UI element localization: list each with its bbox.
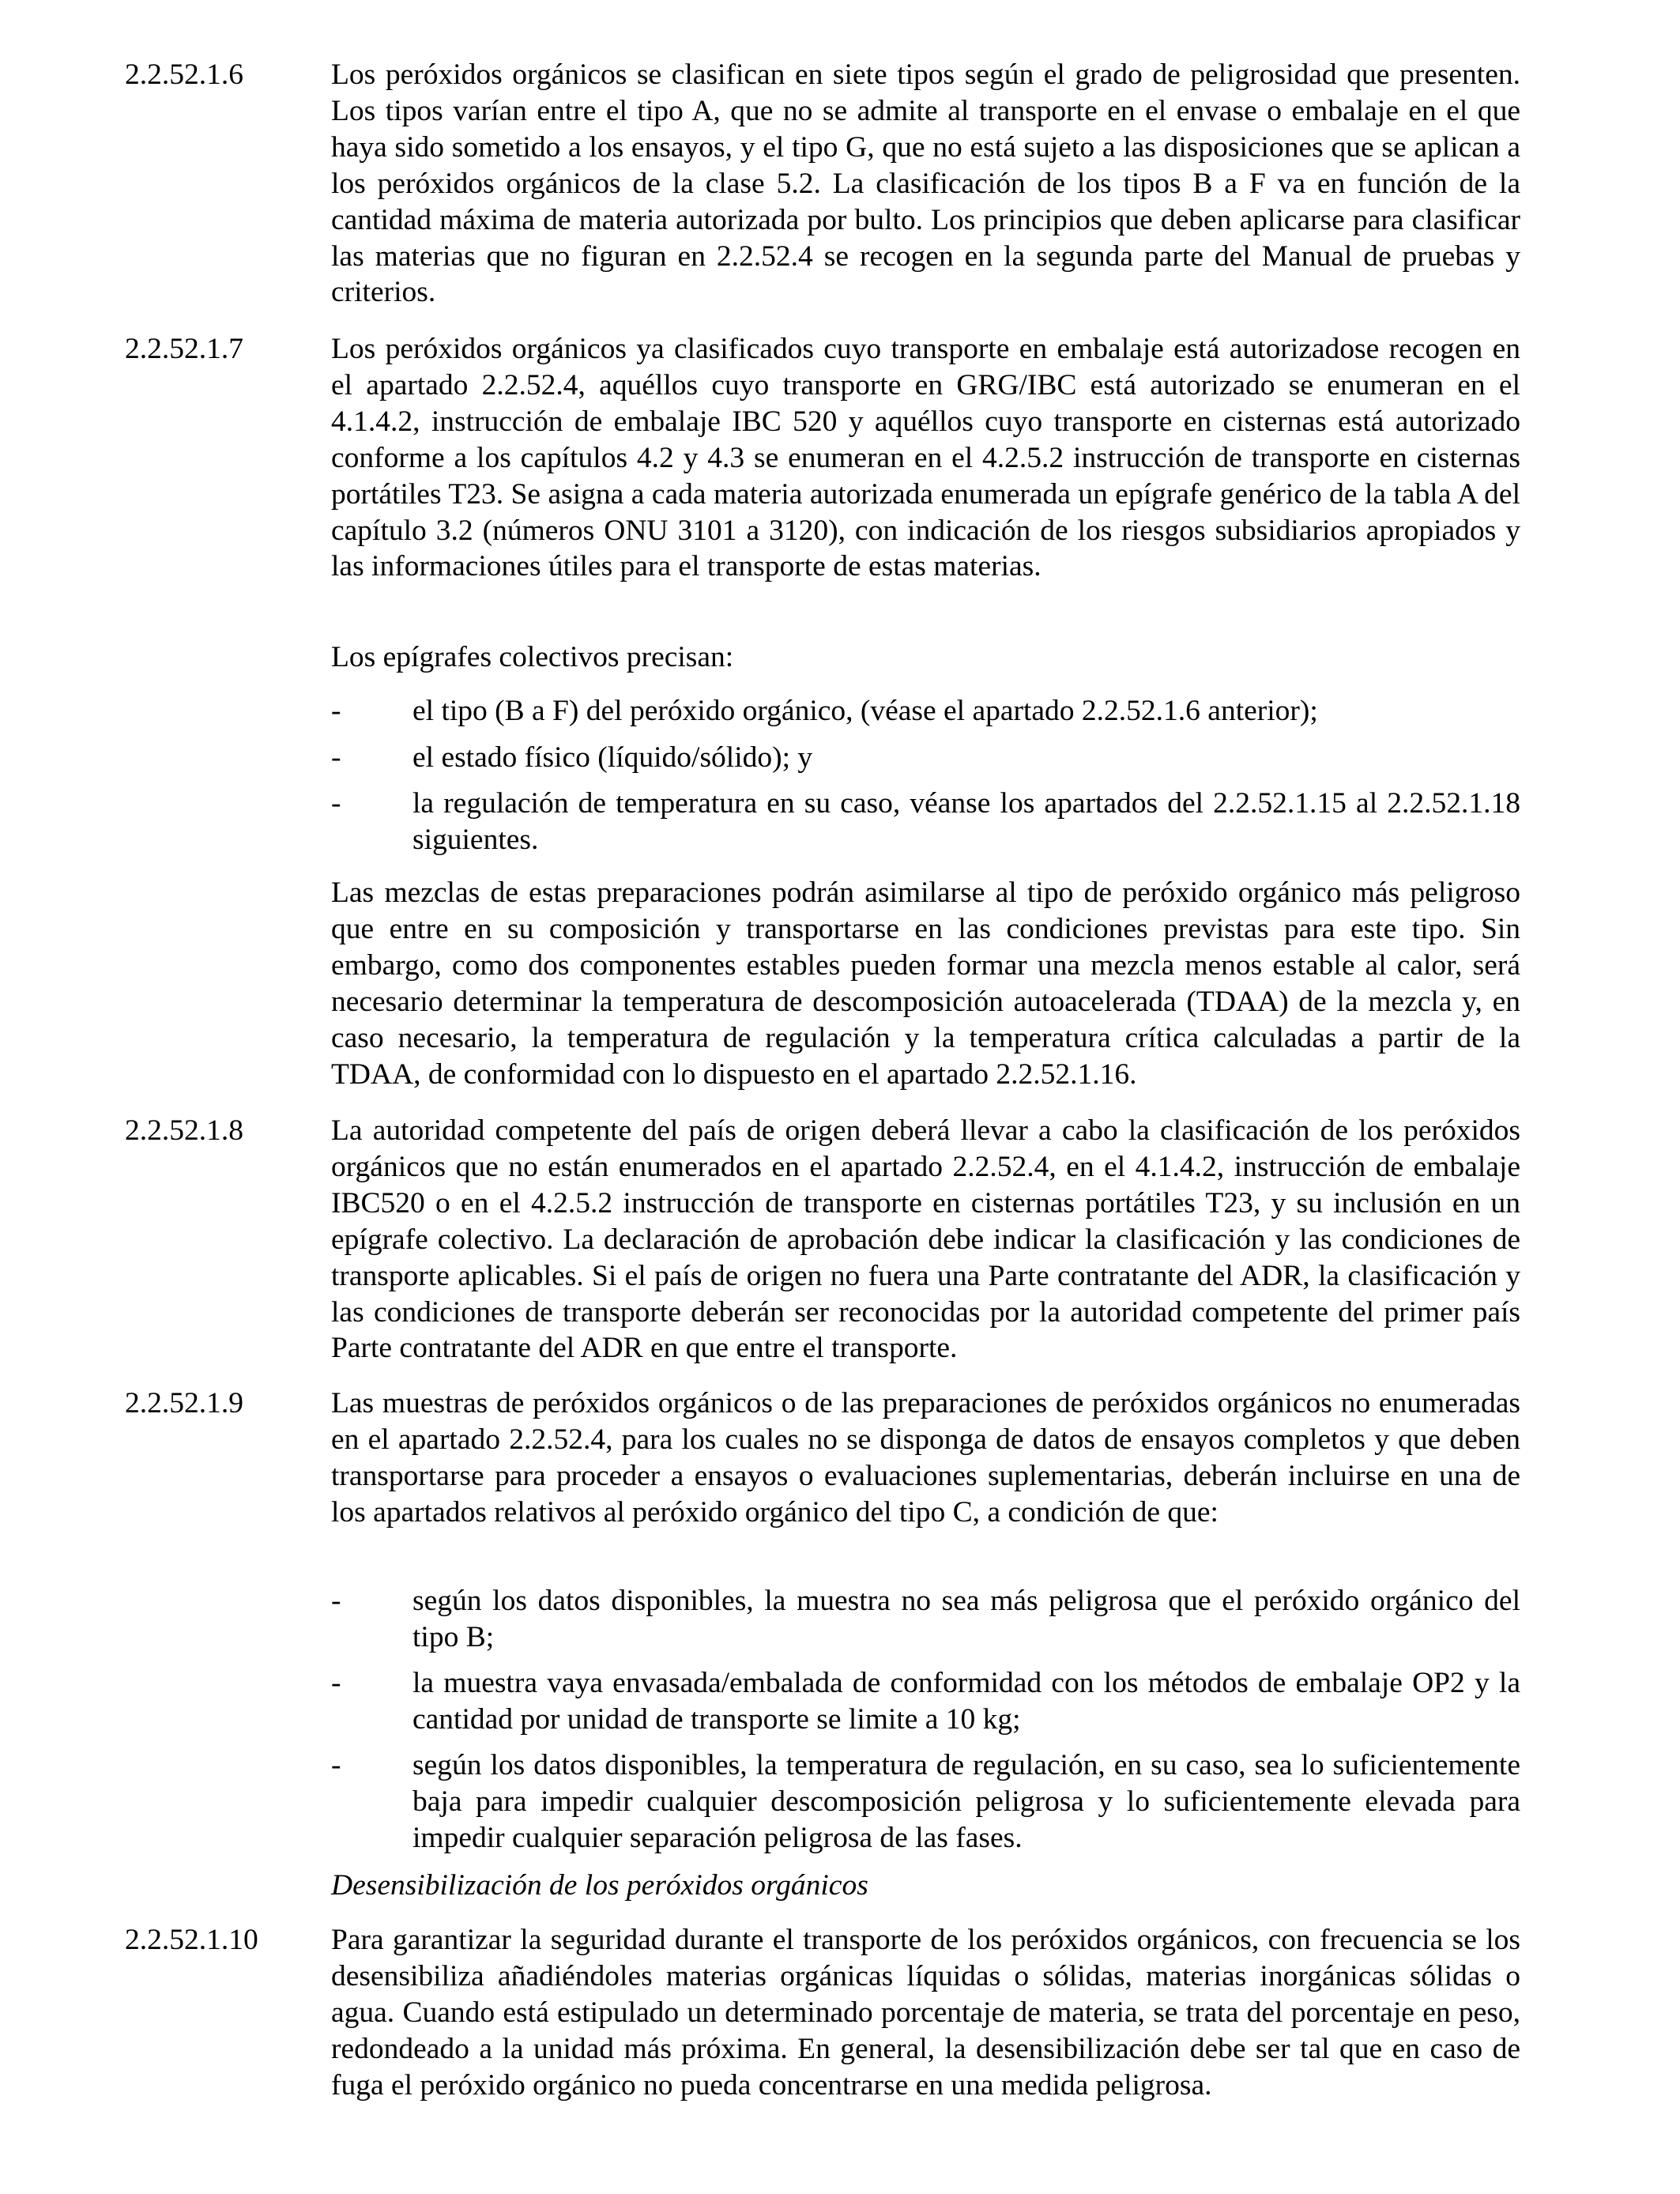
list-bullet: -: [331, 787, 341, 820]
section-paragraph: Los peróxidos orgánicos se clasifican en siete tipos según el grado de peligrosidad que presenten. Los tipos varían entre el tipo A, que no se admite al transporte en el envase o embalaje en el que haya sido sometido a los ensayos, y el tipo G, que no está sujeto a las disposiciones que se aplican a los peróxidos orgánicos de la clase 5.2. La clasificación de los tipos B a F va en función de la cantidad máxima de materia autorizada por bulto. Los principios que deben aplicarse para clasificar las materias que no figuran en 2.2.52.4 se recogen en la segunda parte del Manual de pruebas y criterios.: [331, 58, 1520, 309]
list-item: según los datos disponibles, la muestra no sea más peligrosa que el peróxido orgánico del tipo B;: [412, 1585, 1520, 1653]
section-number: 2.2.52.1.7: [125, 333, 243, 365]
section-number: 2.2.52.1.6: [125, 58, 243, 91]
section-paragraph: Los epígrafes colectivos precisan:: [331, 641, 734, 673]
list-bullet: -: [331, 741, 341, 774]
section-heading: Desensibilización de los peróxidos orgánicos: [331, 1869, 868, 1902]
section-paragraph: Las mezclas de estas preparaciones podrán asimilarse al tipo de peróxido orgánico más peligroso que entre en su composición y transportarse en las condiciones previstas para este tipo. Sin embargo, como dos componentes estables pueden formar una mezcla menos estable al calor, será necesario determinar la temperatura de descomposición autoacelerada (TDAA) de la mezcla y, en caso necesario, la temperatura de regulación y la temperatura crítica calculadas a partir de la TDAA, de conformidad con lo dispuesto en el apartado 2.2.52.1.16.: [331, 876, 1520, 1091]
section-number: 2.2.52.1.10: [125, 1924, 258, 1956]
list-item: según los datos disponibles, la temperatura de regulación, en su caso, sea lo suficientemente baja para impedir cualquier descomposición peligrosa y lo suficientemente elevada para impedir cualquier separación peligrosa de las fases.: [412, 1749, 1520, 1854]
list-bullet: -: [331, 1667, 341, 1699]
section-paragraph: Las muestras de peróxidos orgánicos o de las preparaciones de peróxidos orgánicos no enumeradas en el apartado 2.2.52.4, para los cuales no se disponga de datos de ensayos completos y que deben transportarse para proceder a ensayos o evaluaciones suplementarias, deberán incluirse en una de los apartados relativos al peróxido orgánico del tipo C, a condición de que:: [331, 1387, 1520, 1529]
section-paragraph: Para garantizar la seguridad durante el transporte de los peróxidos orgánicos, con frecuencia se los desensibiliza añadiéndoles materias orgánicas líquidas o sólidas, materias inorgánicas sólidas o agua. Cuando está estipulado un determinado porcentaje de materia, se trata del porcentaje en peso, redondeado a la unidad más próxima. En general, la desensibilización debe ser tal que en caso de fuga el peróxido orgánico no pueda concentrarse en una medida peligrosa.: [331, 1924, 1520, 2102]
section-number: 2.2.52.1.9: [125, 1387, 243, 1419]
list-item: la muestra vaya envasada/embalada de conformidad con los métodos de embalaje OP2 y la cantidad por unidad de transporte se limite a 10 kg;: [412, 1667, 1520, 1736]
section-paragraph: La autoridad competente del país de origen deberá llevar a cabo la clasificación de los peróxidos orgánicos que no están enumerados en el apartado 2.2.52.4, en el 4.1.4.2, instrucción de embalaje IBC520 o en el 4.2.5.2 instrucción de transporte en cisternas portátiles T23, y su inclusión en un epígrafe colectivo. La declaración de aprobación debe indicar la clasificación y las condiciones de transporte aplicables. Si el país de origen no fuera una Parte contratante del ADR, la clasificación y las condiciones de transporte deberán ser reconocidas por la autoridad competente del primer país Parte contratante del ADR en que entre el transporte.: [331, 1114, 1520, 1365]
list-bullet: -: [331, 1749, 341, 1781]
list-item: la regulación de temperatura en su caso, véanse los apartados del 2.2.52.1.15 al 2.2.52.1.18 siguientes.: [412, 787, 1520, 856]
list-item: el tipo (B a F) del peróxido orgánico, (véase el apartado 2.2.52.1.6 anterior);: [412, 695, 1318, 727]
list-item: el estado físico (líquido/sólido); y: [412, 741, 813, 774]
section-number: 2.2.52.1.8: [125, 1114, 243, 1147]
section-paragraph: Los peróxidos orgánicos ya clasificados cuyo transporte en embalaje está autorizadose recogen en el apartado 2.2.52.4, aquéllos cuyo transporte en GRG/IBC está autorizado se enumeran en el 4.1.4.2, instrucción de embalaje IBC 520 y aquéllos cuyo transporte en cisternas está autorizado conforme a los capítulos 4.2 y 4.3 se enumeran en el 4.2.5.2 instrucción de transporte en cisternas portátiles T23. Se asigna a cada materia autorizada enumerada un epígrafe genérico de la tabla A del capítulo 3.2 (números ONU 3101 a 3120), con indicación de los riesgos subsidiarios apropiados y las informaciones útiles para el transporte de estas materias.: [331, 333, 1520, 583]
list-bullet: -: [331, 1585, 341, 1617]
list-bullet: -: [331, 695, 341, 727]
